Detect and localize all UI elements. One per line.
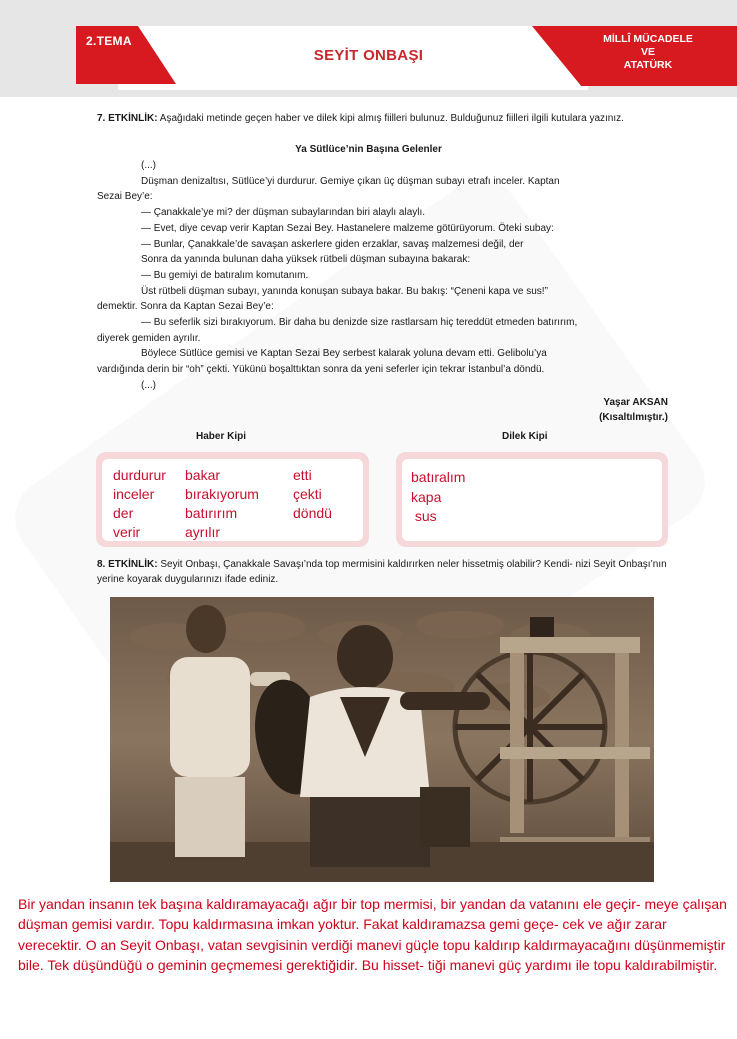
seyit-onbasi-photo <box>110 597 654 882</box>
theme-line-2: VE <box>640 46 655 58</box>
question-8-prompt <box>97 558 668 587</box>
story-line: — Bu gemiyi de batıralım komutanım. <box>141 269 309 281</box>
story-line: Düşman denizaltısı, Sütlüce’yi durdurur. Gemiye çıkan üç düşman subayı etrafı inceler. Kaptan <box>141 175 560 187</box>
story-line: Böylece Sütlüce gemisi ve Kaptan Sezai Bey serbest kalarak yoluna devam etti. Gelibolu’ya <box>141 348 547 360</box>
question-7-text: Aşağıdaki metinde geçen haber ve dilek kipi almış fiilleri bulunuz. Bulduğunuz fiilleri ilgili kutulara yazınız. <box>157 113 624 124</box>
haber-kipi-box[interactable] <box>96 452 369 547</box>
story-attribution <box>599 395 668 425</box>
dilek-kipi-title: Dilek Kipi <box>502 431 548 442</box>
verb-word: çekti <box>293 486 322 502</box>
verb-word: batırırım <box>185 505 238 521</box>
story-line: Üst rütbeli düşman subayı, yanında konuşan subaya bakar. Bu bakış: “Çeneni kapa ve sus!” <box>141 285 548 297</box>
verb-word: der <box>113 505 134 521</box>
page-header <box>0 0 737 97</box>
story-line: diyerek gemiden ayrılır. <box>97 332 201 344</box>
haber-kipi-title: Haber Kipi <box>196 431 247 442</box>
verb-word: inceler <box>113 486 155 502</box>
haber-column-3 <box>293 466 332 523</box>
story-line: — Bunlar, Çanakkale’de savaşan askerlere giden erzaklar, savaş malzemesi değil, der <box>141 238 524 250</box>
page-title: SEYİT ONBAŞI <box>313 47 424 64</box>
theme-line-1: MİLLÎ MÜCADELE <box>603 33 693 45</box>
theme-banner-text <box>568 33 728 72</box>
tema-label: 2.TEMA <box>86 34 132 48</box>
story-line: — Evet, diye cevap verir Kaptan Sezai Bey. Hastanelere malzeme götürüyorum. Öteki subay: <box>141 222 554 234</box>
photo-illustration <box>110 597 654 882</box>
verb-word: bakar <box>185 467 221 483</box>
story-line: Sezai Bey’e: <box>97 191 153 203</box>
haber-column-1 <box>113 466 166 542</box>
haber-column-2 <box>185 466 259 542</box>
story-title: Ya Sütlüce’nin Başına Gelenler <box>295 144 442 155</box>
question-7-prompt <box>97 112 668 127</box>
story-line: — Bu seferlik sizi bırakıyorum. Bir daha bu denizde size rastlarsam hiç tereddüt etmeden batırırım, <box>141 317 578 329</box>
story-line: Sonra da yanında bulunan daha yüksek rütbeli düşman subayına bakarak: <box>141 254 471 266</box>
verb-word: kapa <box>411 488 442 505</box>
verb-word: etti <box>293 467 312 483</box>
question-8-answer: Bir yandan insanın tek başına kaldıramayacağı ağır bir top mermisi, bir yandan da vatanını ele geçir- meye çalışan düşman gemisi vardır. Topu kaldırmasına imkan yoktur. Fakat kaldıramazsa gemi geçe- cek ve ağır zarar verecektir. O an Seyit Onbaşı, vatan sevgisinin verdiği manevi güçle topu kaldırıp kaldırmayacağını düşünmemiştir bile. Tek düşündüğü o geminin geçmemesi gerektiğidir. Bu hisset- tiği manevi güç yardımı ile topu kaldırabilmiştir. <box>18 896 727 974</box>
verb-word: bırakıyorum <box>185 486 259 502</box>
story-line: (...) <box>141 379 156 391</box>
verb-word: durdurur <box>113 467 166 483</box>
question-8-text: Seyit Onbaşı, Çanakkale Savaşı’nda top mermisini kaldırırken neler hissetmiş olabilir? Kendi- nizi Seyit Onbaşı’nın yerine koyarak duygularınızı ifade ediniz. <box>97 559 667 585</box>
dilek-column <box>411 468 465 527</box>
author-name: Yaşar AKSAN <box>603 397 668 408</box>
story-text <box>97 158 668 394</box>
source-note: (Kısaltılmıştır.) <box>599 412 668 423</box>
story-line: vardığında derin bir “oh” çekti. Yükünü boşalttıktan sonra da yeni seferler için tekrar İstanbul’a döndü. <box>97 364 545 376</box>
verb-word: sus <box>411 508 437 524</box>
story-line: (...) <box>141 160 156 171</box>
story-line: — Çanakkale’ye mi? der düşman subaylarından biri alaylı alaylı. <box>141 207 426 219</box>
dilek-kipi-box[interactable] <box>396 452 668 547</box>
theme-line-3: ATATÜRK <box>623 59 673 71</box>
verb-word: ayrılır <box>185 524 220 540</box>
verb-word: batıralım <box>411 469 466 485</box>
story-line: demektir. Sonra da Kaptan Sezai Bey’e: <box>97 301 274 313</box>
verb-word: verir <box>113 524 141 540</box>
question-7-label: 7. ETKİNLİK: <box>97 113 158 124</box>
verb-word: döndü <box>293 505 332 521</box>
question-8-label: 8. ETKİNLİK: <box>97 559 158 570</box>
